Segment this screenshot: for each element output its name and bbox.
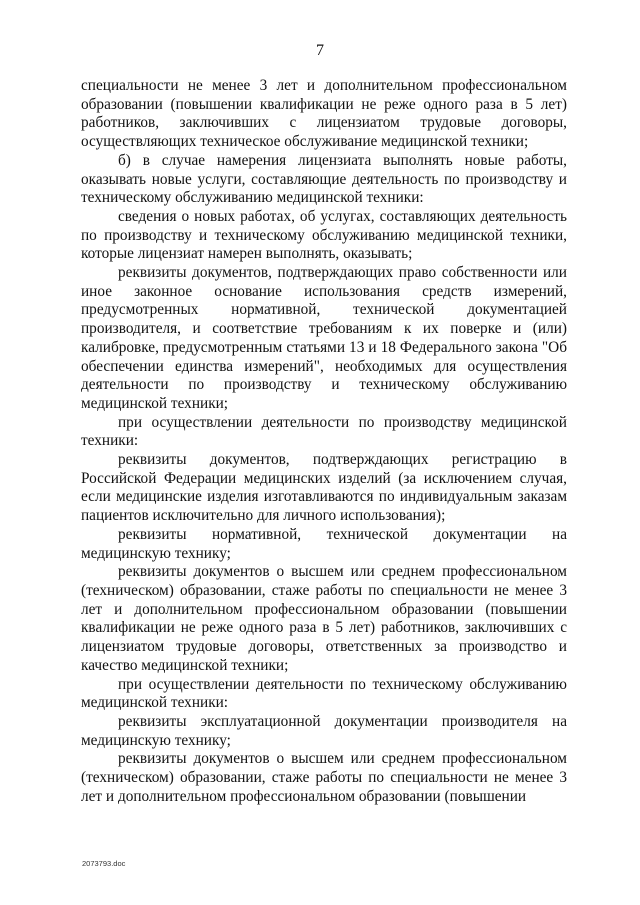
paragraph: реквизиты документов о высшем или среднем профессиональном (техническом) образовании, стаже работы по специальности не менее 3 лет и дополнительном профессиональном образовании (повышении [81,750,567,805]
paragraph: сведения о новых работах, об услугах, составляющих деятельность по производству и техническому обслуживанию медицинской техники, которые лицензиат намерен выполнять, оказывать; [81,207,567,263]
paragraph: специальности не менее 3 лет и дополнительном профессиональном образовании (повышении квалификации не реже одного раза в 5 лет) работников, заключивших с лицензиатом трудовые договоры, осуществляющих техническое обслуживание медицинской техники; [81,77,567,151]
page-number: 7 [316,42,324,59]
paragraph: реквизиты документов, подтверждающих регистрацию в Российской Федерации медицинских изделий (за исключением случая, если медицинские изделия изготавливаются по индивидуальным заказам пациентов исключительно для личного использования); [81,451,567,525]
paragraph: реквизиты документов, подтверждающих право собственности или иное законное основание использования средств измерений, предусмотренных нормативной, технической документацией производителя, и соответствие требованиям к их поверке и (или) калибровке, предусмотренным статьями 13 и 18 Федерального закона "Об обеспечении единства измерений", необходимых для осуществления деятельности по производству и техническому обслуживанию медицинской техники; [81,264,567,412]
paragraph: реквизиты нормативной, технической документации на медицинскую технику; [81,525,567,562]
document-body [81,77,567,806]
paragraph: реквизиты эксплуатационной документации производителя на медицинскую технику; [81,712,567,749]
paragraph: б) в случае намерения лицензиата выполнять новые работы, оказывать новые услуги, составляющие деятельность по производству и техническому обслуживанию медицинской техники: [81,151,567,207]
paragraph: реквизиты документов о высшем или среднем профессиональном (техническом) образовании, стаже работы по специальности не менее 3 лет и дополнительном профессиональном образовании (повышении квалификации не реже одного раза в 5 лет) работников, заключивших с лицензиатом трудовые договоры, ответственных за производство и качество медицинской техники; [81,563,567,674]
paragraph: при осуществлении деятельности по производству медицинской техники: [81,413,567,450]
paragraph: при осуществлении деятельности по техническому обслуживанию медицинской техники: [81,675,567,712]
footer-filename: 2073793.doc [82,859,126,868]
